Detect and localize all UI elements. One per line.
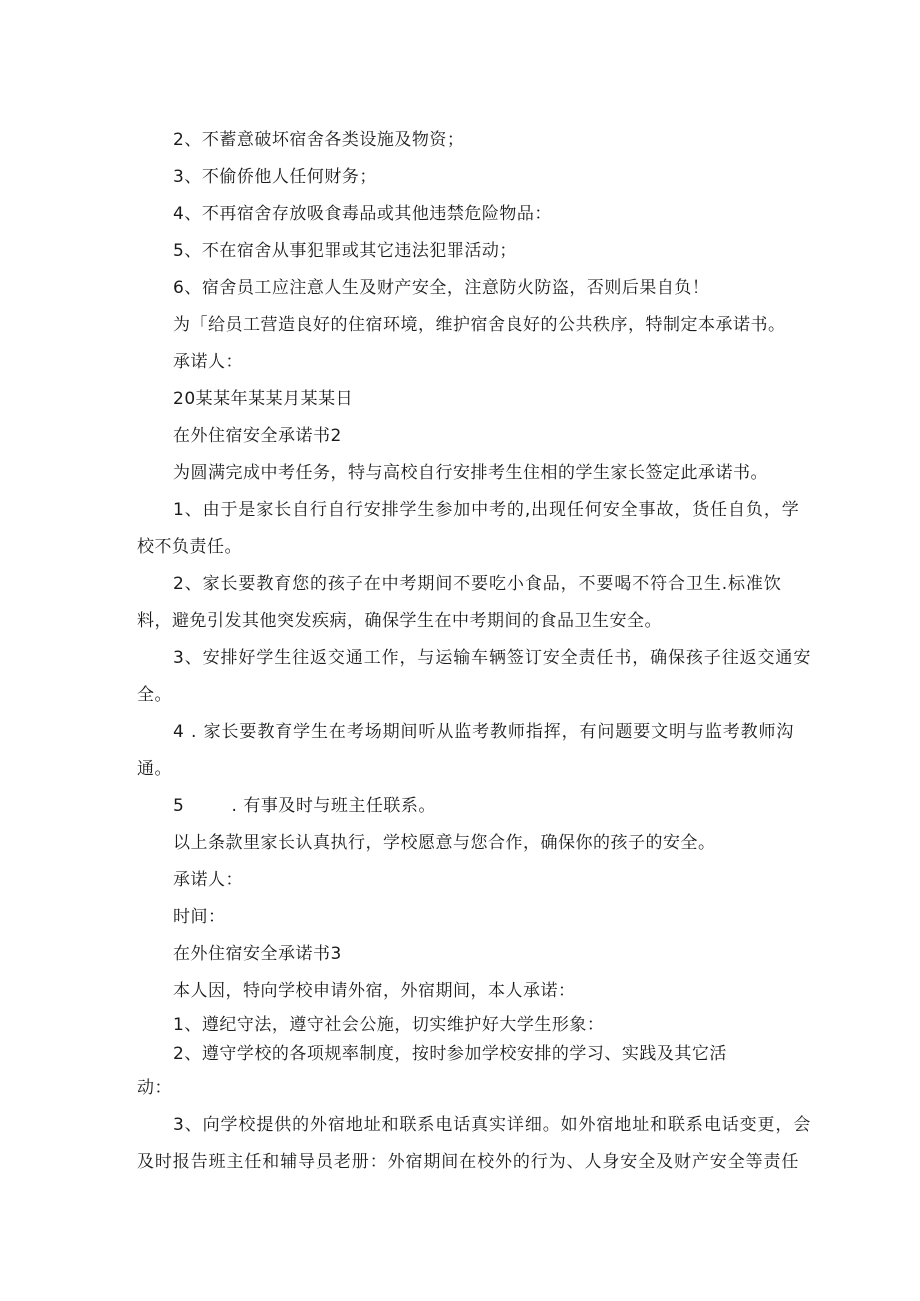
text-line: 6、宿舍员工应注意人生及财产安全，注意防火防盗，否则后果自负！	[173, 278, 710, 298]
text-line: 4 . 家长要教育学生在考场期间听从监考教师指挥，有问题要文明与监考教师沟	[173, 722, 795, 742]
text-line: 2、家长要教育您的孩子在中考期间不要吃小食品，不要喝不符合卫生.标准饮	[173, 574, 782, 594]
text-line: 及时报告班主任和辅导员老册：外宿期间在校外的行为、人身安全及财产安全等责任	[137, 1152, 800, 1172]
section-title: 在外住宿安全承诺书3	[173, 944, 342, 964]
text-line: 1、由于是家长自行自行安排学生参加中考的,出现任何安全事故，货任自负，学	[173, 500, 800, 520]
text-line: 3、向学校提供的外宿地址和联系电话真实详细。如外宿地址和联系电话变更，会	[173, 1115, 812, 1135]
section-title: 在外住宿安全承诺书2	[173, 426, 342, 446]
time-label: 时间：	[173, 907, 226, 927]
text-line: 料，避免引发其他突发疾病，确保学生在中考期间的食品卫生安全。	[137, 611, 662, 631]
text-line: 通。	[137, 759, 172, 779]
text-line: 为「给员工营造良好的住宿环境，维护宿舍良好的公共秩序，特制定本承诺书。	[173, 315, 786, 335]
signer-label: 承诺人：	[173, 352, 243, 372]
signer-label: 承诺人：	[173, 870, 243, 890]
text-line: 5 . 有事及时与班主任联系。	[173, 796, 436, 816]
text-line: 5、不在宿舍从事犯罪或其它违法犯罪活动；	[173, 241, 517, 261]
text-line: 2、遵守学校的各项规率制度，按时参加学校安排的学习、实践及其它活	[173, 1044, 727, 1064]
text-line: 全。	[137, 685, 172, 705]
text-line: 动：	[137, 1078, 172, 1098]
text-line: 4、不再宿舍存放吸食毒品或其他违禁危险物品：	[173, 204, 552, 224]
text-line: 本人因，特向学校申请外宿，外宿期间，本人承诺：	[173, 981, 576, 1001]
text-line: 1、遵纪守法，遵守社会公施，切实维护好大学生形象：	[173, 1015, 605, 1035]
date-line: 20某某年某某月某某日	[173, 389, 354, 409]
text-line: 3、不偷侨他人任何财务；	[173, 167, 377, 187]
text-line: 为圆满完成中考任务，特与高校自行安排考生住相的学生家长签定此承诺书。	[173, 463, 768, 483]
text-line: 2、不蓄意破坏宿舍各类设施及物资；	[173, 130, 465, 150]
text-line: 3、安排好学生往返交通工作，与运输车辆签订安全责任书，确保孩子往返交通安	[173, 648, 812, 668]
text-line: 校不负责任。	[137, 537, 242, 557]
text-line: 以上条款里家长认真执行，学校愿意与您合作，确保你的孩子的安全。	[173, 833, 716, 853]
